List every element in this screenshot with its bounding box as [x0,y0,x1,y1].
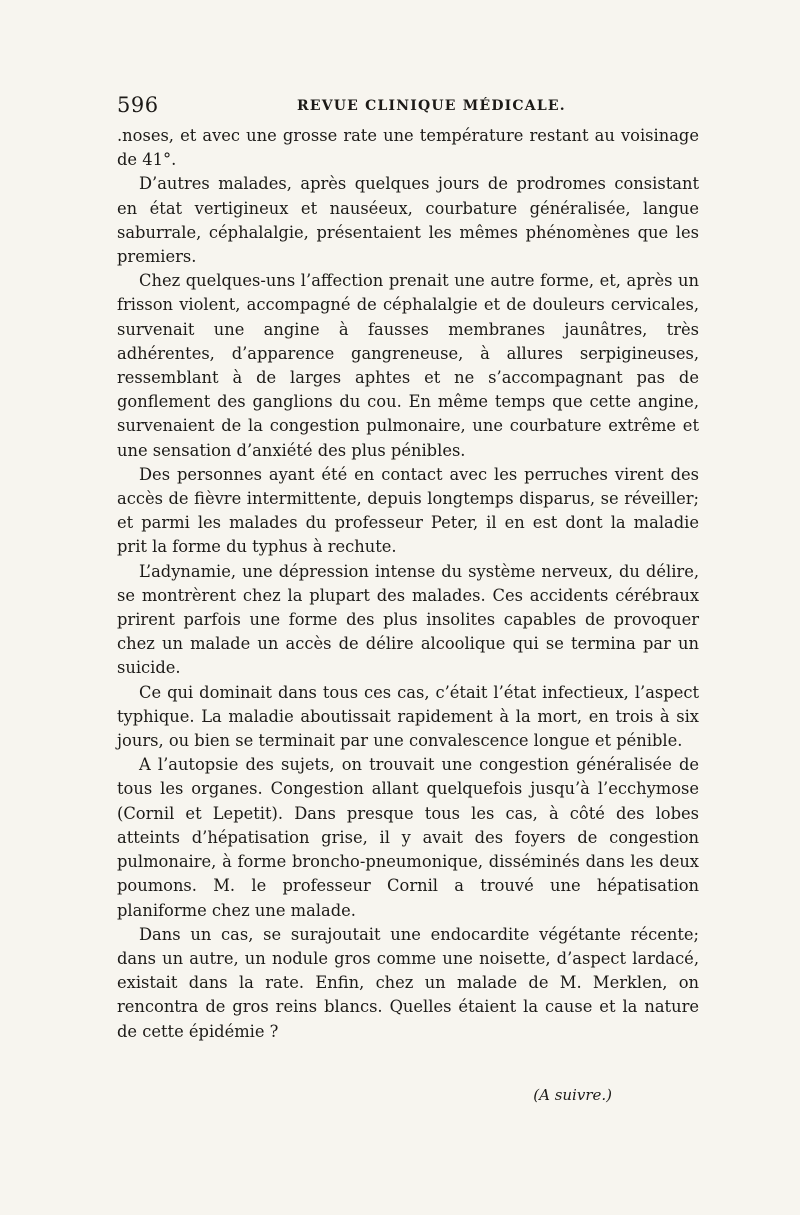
page-number: 596 [117,93,159,117]
running-head: REVUE CLINIQUE MÉDICALE. [297,98,566,114]
page-header [117,93,699,123]
paragraph-3: Chez quelques-uns l’affection prenait une autre forme, et, après un frisson violent, accompagné de céphalalgie et de douleurs cervicales, survenait une angine à fausses membranes jaunâtres, très adhérentes, d’apparence gangreneuse, à allures serpigineuses, ressemblant à de larges aphtes et ne s’accompagnant pas de gonflement des ganglions du cou. En même temps que cette angine, survenaient de la congestion pulmonaire, une courbature extrême et une sensation d’anxiété des plus pénibles. [117,271,699,460]
paragraph-6: Ce qui dominait dans tous ces cas, c’était l’état infectieux, l’aspect typhique. La maladie aboutissait rapidement à la mort, en trois à six jours, ou bien se terminait par une convalescence longue et pénible. [117,682,699,751]
paragraph-1: .noses, et avec une grosse rate une température restant au voisinage de 41°. [117,126,699,170]
paragraph-2: D’autres malades, après quelques jours de prodromes consistant en état vertigineux et nauséeux, courbature généralisée, langue saburrale, céphalalgie, présentaient les mêmes phénomènes que les premiers. [117,174,699,267]
paragraph-5: L’adynamie, une dépression intense du système nerveux, du délire, se montrèrent chez la plupart des malades. Ces accidents cérébraux prirent parfois une forme des plus insolites capables de provoquer chez un malade un accès de délire alcoolique qui se termina par un suicide. [117,561,699,678]
body-text [117,124,699,1044]
paragraph-4: Des personnes ayant été en contact avec les perruches virent des accès de fièvre intermittente, depuis longtemps disparus, se réveiller; et parmi les malades du professeur Peter, il en est dont la maladie prit la forme du typhus à rechute. [117,464,699,557]
paragraph-7: A l’autopsie des sujets, on trouvait une congestion généralisée de tous les organes. Congestion allant quelquefois jusqu’à l’ecchymose (Cornil et Lepetit). Dans presque tous les cas, à côté des lobes atteints d’hépatisation grise, il y avait des foyers de congestion pulmonaire, à forme broncho-pneumonique, disséminés dans les deux poumons. M. le professeur Cornil a trouvé une hépatisation planiforme chez une malade. [117,755,699,920]
continued-note: (A suivre.) [533,1086,612,1104]
paragraph-8: Dans un cas, se surajoutait une endocardite végétante récente; dans un autre, un nodule gros comme une noisette, d’aspect lardacé, existait dans la rate. Enfin, chez un malade de M. Merklen, on rencontra de gros reins blancs. Quelles étaient la cause et la nature de cette épidémie ? [117,924,699,1041]
